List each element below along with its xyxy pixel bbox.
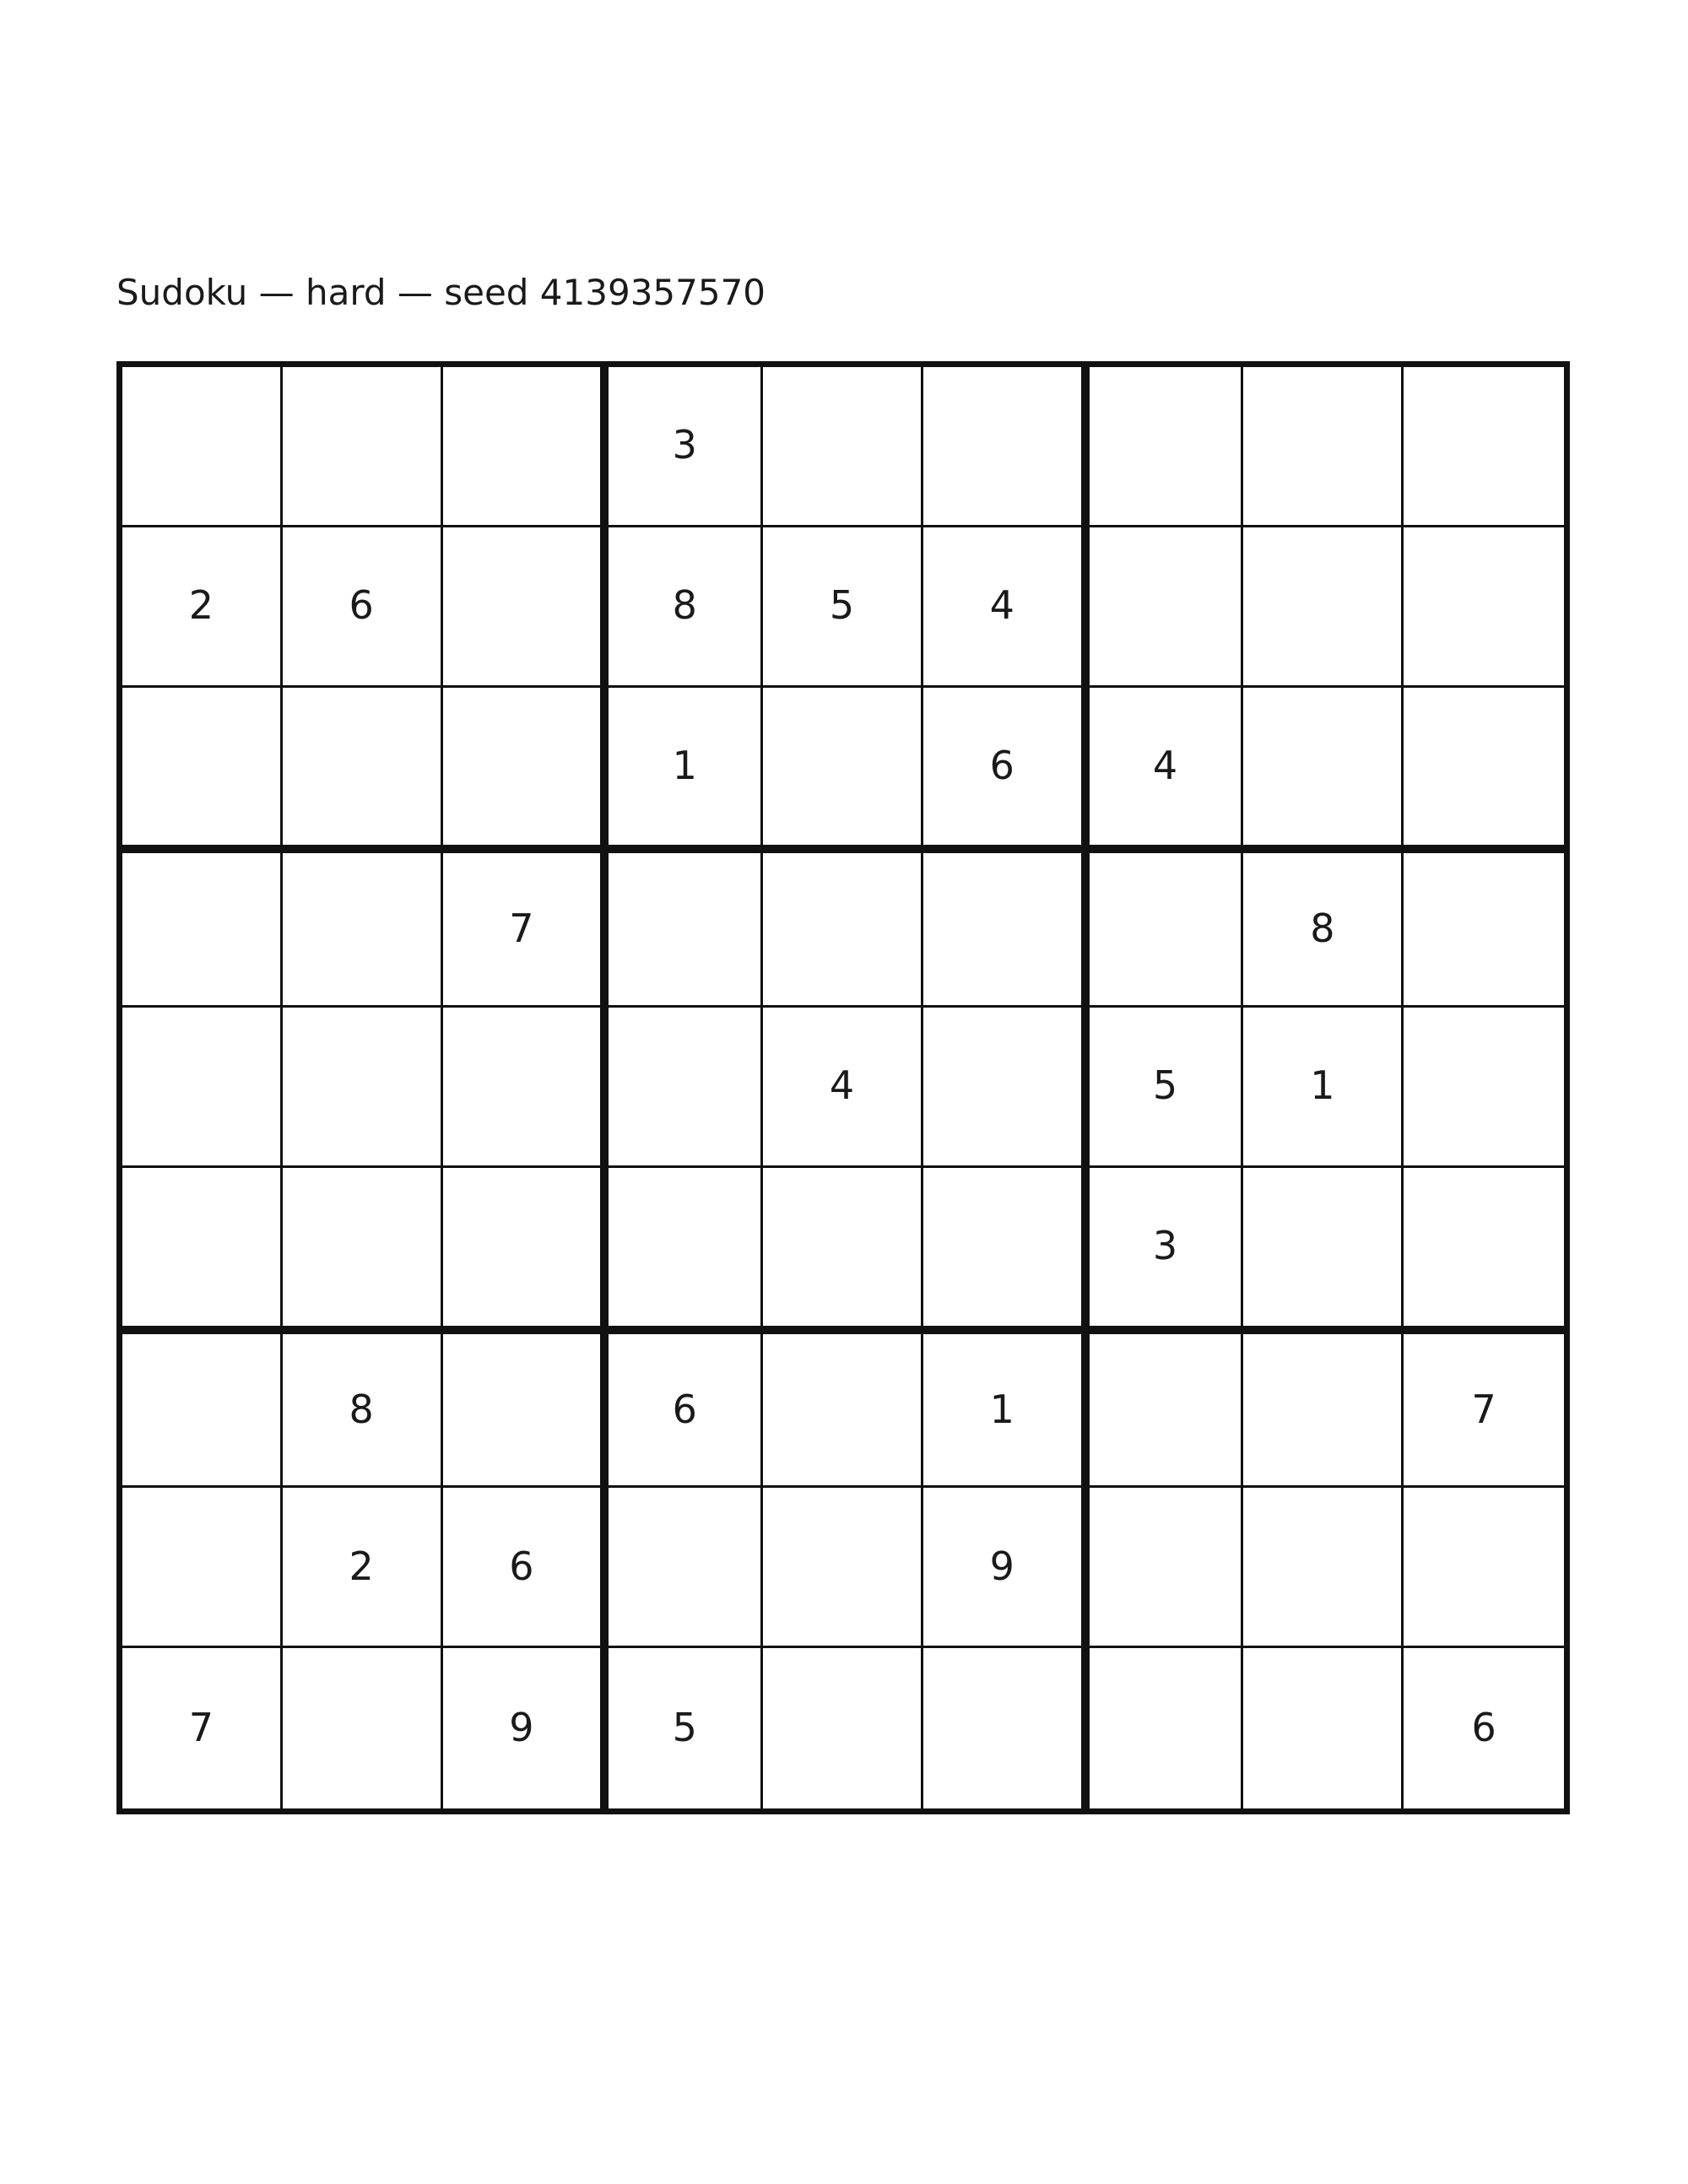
- sudoku-cell-r6c0[interactable]: [122, 1328, 283, 1489]
- sudoku-cell-r8c5[interactable]: [923, 1648, 1084, 1808]
- cell-value: 9: [989, 1543, 1014, 1589]
- sudoku-cell-r7c1[interactable]: [283, 1488, 443, 1648]
- cell-value: 6: [989, 742, 1014, 788]
- sudoku-cell-r5c2[interactable]: [443, 1168, 603, 1328]
- cell-value: 3: [672, 422, 697, 468]
- cell-value: 1: [672, 742, 697, 788]
- cell-value: 1: [1310, 1062, 1335, 1109]
- sudoku-cell-r4c2[interactable]: [443, 1008, 603, 1168]
- sudoku-cell-r4c8[interactable]: [1404, 1008, 1564, 1168]
- sudoku-cell-r0c6[interactable]: [1084, 367, 1244, 527]
- sudoku-cell-r4c1[interactable]: [283, 1008, 443, 1168]
- sudoku-cell-r2c5[interactable]: [923, 688, 1084, 848]
- sudoku-cell-r1c4[interactable]: [763, 527, 923, 688]
- cell-value: 8: [672, 582, 697, 629]
- sudoku-cell-r8c0[interactable]: [122, 1648, 283, 1808]
- sudoku-cell-r6c1[interactable]: [283, 1328, 443, 1489]
- sudoku-cell-r7c0[interactable]: [122, 1488, 283, 1648]
- sudoku-cell-r0c2[interactable]: [443, 367, 603, 527]
- sudoku-cell-r5c6[interactable]: [1084, 1168, 1244, 1328]
- sudoku-cell-r4c3[interactable]: [603, 1008, 763, 1168]
- cell-value: 9: [509, 1705, 534, 1751]
- sudoku-cell-r3c6[interactable]: [1084, 847, 1244, 1008]
- cell-value: 6: [509, 1543, 534, 1589]
- sudoku-cell-r3c4[interactable]: [763, 847, 923, 1008]
- sudoku-cell-r8c8[interactable]: [1404, 1648, 1564, 1808]
- sudoku-cell-r2c0[interactable]: [122, 688, 283, 848]
- sudoku-cell-r8c3[interactable]: [603, 1648, 763, 1808]
- sudoku-cell-r6c2[interactable]: [443, 1328, 603, 1489]
- cell-value: 6: [349, 582, 374, 629]
- cell-value: 4: [1152, 742, 1178, 788]
- cell-value: 5: [829, 582, 855, 629]
- cell-value: 7: [1471, 1386, 1496, 1432]
- sudoku-cell-r0c8[interactable]: [1404, 367, 1564, 527]
- sudoku-cell-r4c6[interactable]: [1084, 1008, 1244, 1168]
- sudoku-cell-r4c5[interactable]: [923, 1008, 1084, 1168]
- sudoku-cell-r8c7[interactable]: [1243, 1648, 1404, 1808]
- sudoku-cell-r3c5[interactable]: [923, 847, 1084, 1008]
- sudoku-cell-r6c5[interactable]: [923, 1328, 1084, 1489]
- sudoku-cell-r0c1[interactable]: [283, 367, 443, 527]
- sudoku-cell-r1c3[interactable]: [603, 527, 763, 688]
- sudoku-cell-r6c7[interactable]: [1243, 1328, 1404, 1489]
- sudoku-cell-r0c0[interactable]: [122, 367, 283, 527]
- sudoku-cell-r6c4[interactable]: [763, 1328, 923, 1489]
- sudoku-cell-r2c3[interactable]: [603, 688, 763, 848]
- sudoku-cell-r4c4[interactable]: [763, 1008, 923, 1168]
- cell-value: 7: [509, 905, 534, 952]
- cell-value: 3: [1152, 1223, 1178, 1269]
- cell-value: 4: [989, 582, 1014, 629]
- sudoku-cell-r5c1[interactable]: [283, 1168, 443, 1328]
- sudoku-cell-r5c4[interactable]: [763, 1168, 923, 1328]
- sudoku-cell-r4c7[interactable]: [1243, 1008, 1404, 1168]
- sudoku-cell-r2c7[interactable]: [1243, 688, 1404, 848]
- sudoku-grid: [116, 361, 1570, 1814]
- cell-value: 6: [672, 1386, 697, 1432]
- sudoku-cell-r5c5[interactable]: [923, 1168, 1084, 1328]
- sudoku-cell-r7c8[interactable]: [1404, 1488, 1564, 1648]
- cell-value: 1: [989, 1386, 1014, 1432]
- sudoku-cell-r5c7[interactable]: [1243, 1168, 1404, 1328]
- sudoku-cell-r6c6[interactable]: [1084, 1328, 1244, 1489]
- sudoku-cell-r4c0[interactable]: [122, 1008, 283, 1168]
- sudoku-cell-r1c5[interactable]: [923, 527, 1084, 688]
- sudoku-cell-r0c5[interactable]: [923, 367, 1084, 527]
- cell-value: 2: [188, 582, 214, 629]
- sudoku-cell-r8c4[interactable]: [763, 1648, 923, 1808]
- cell-value: 2: [349, 1543, 374, 1589]
- cell-value: 5: [672, 1705, 697, 1751]
- sudoku-cell-r1c0[interactable]: [122, 527, 283, 688]
- sudoku-cell-r5c3[interactable]: [603, 1168, 763, 1328]
- sudoku-cell-r0c4[interactable]: [763, 367, 923, 527]
- cell-value: 7: [188, 1705, 214, 1751]
- sudoku-cell-r2c6[interactable]: [1084, 688, 1244, 848]
- sudoku-cell-r7c4[interactable]: [763, 1488, 923, 1648]
- sudoku-cell-r0c3[interactable]: [603, 367, 763, 527]
- sudoku-cell-r5c0[interactable]: [122, 1168, 283, 1328]
- cell-value: 6: [1471, 1705, 1496, 1751]
- sudoku-cell-r5c8[interactable]: [1404, 1168, 1564, 1328]
- sudoku-cell-r7c7[interactable]: [1243, 1488, 1404, 1648]
- sudoku-cell-r0c7[interactable]: [1243, 367, 1404, 527]
- cell-value: 8: [1310, 905, 1335, 952]
- sudoku-cell-r1c7[interactable]: [1243, 527, 1404, 688]
- sudoku-cell-r3c1[interactable]: [283, 847, 443, 1008]
- cell-value: 5: [1152, 1062, 1178, 1109]
- sudoku-cell-r1c6[interactable]: [1084, 527, 1244, 688]
- sudoku-cell-r8c6[interactable]: [1084, 1648, 1244, 1808]
- sudoku-cell-r8c1[interactable]: [283, 1648, 443, 1808]
- sudoku-cell-r2c8[interactable]: [1404, 688, 1564, 848]
- sudoku-cell-r6c8[interactable]: [1404, 1328, 1564, 1489]
- sudoku-cell-r6c3[interactable]: [603, 1328, 763, 1489]
- page-title: Sudoku — hard — seed 4139357570: [116, 272, 766, 313]
- sudoku-cell-r3c8[interactable]: [1404, 847, 1564, 1008]
- cell-value: 4: [829, 1062, 855, 1109]
- sudoku-cell-r7c2[interactable]: [443, 1488, 603, 1648]
- sudoku-cell-r1c8[interactable]: [1404, 527, 1564, 688]
- sudoku-cell-r3c0[interactable]: [122, 847, 283, 1008]
- sudoku-cell-r8c2[interactable]: [443, 1648, 603, 1808]
- sudoku-cell-r2c4[interactable]: [763, 688, 923, 848]
- sudoku-cell-r2c1[interactable]: [283, 688, 443, 848]
- sudoku-cell-r3c3[interactable]: [603, 847, 763, 1008]
- cell-value: 8: [349, 1386, 374, 1432]
- sudoku-cell-r7c5[interactable]: [923, 1488, 1084, 1648]
- sudoku-cell-r1c2[interactable]: [443, 527, 603, 688]
- sudoku-cell-r3c2[interactable]: [443, 847, 603, 1008]
- sudoku-cell-r1c1[interactable]: [283, 527, 443, 688]
- sudoku-cell-r7c3[interactable]: [603, 1488, 763, 1648]
- sudoku-cell-r3c7[interactable]: [1243, 847, 1404, 1008]
- sudoku-cell-r2c2[interactable]: [443, 688, 603, 848]
- sudoku-cell-r7c6[interactable]: [1084, 1488, 1244, 1648]
